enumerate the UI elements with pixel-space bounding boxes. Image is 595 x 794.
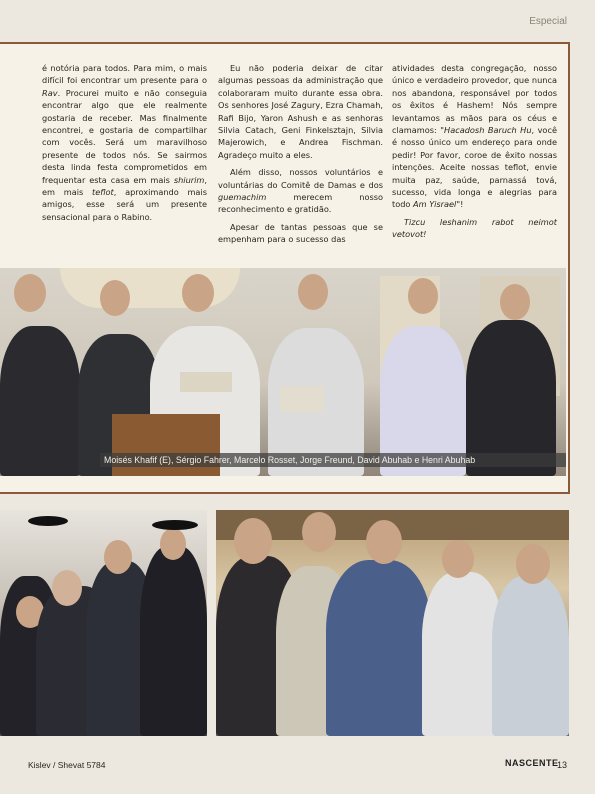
- magazine-logo: NASCENTE: [505, 758, 559, 768]
- italic-text: Tizcu leshanim rabot neimot vetovot!: [392, 216, 557, 240]
- paragraph: [42, 62, 207, 223]
- text-run: Além disso, nossos voluntários e voluntárias do Comitê de Damas e dos: [218, 167, 383, 190]
- paragraph: [218, 166, 383, 216]
- text-run: atividades desta congregação, nosso único e verdadeiro provedor, que nunca nos abandona, responsável por todos os êxitos é Hashem! Nós sempre levantamos as mãos para os céus e clamamos: ": [392, 63, 557, 136]
- text-run: , aproximando mais amigos, esse será um presente sensacional para o Rabino.: [42, 187, 207, 222]
- italic-text: Rav: [42, 87, 58, 98]
- paragraph: [392, 216, 557, 241]
- text-run: . Procurei muito e não conseguia encontrar algo que ele realmente gostaria de receber. Mas finalmente encontrei, e gostaria de compartilhar com vocês. Será um maravilhoso presente de todos nós. Se sairmos desta linda festa comprometidos em frequentar esta casa em mais: [42, 87, 207, 185]
- ceremony-photo: [0, 268, 566, 476]
- rabbi-greeting-photo: [0, 510, 207, 736]
- issue-date: Kislev / Shevat 5784: [28, 760, 106, 770]
- paragraph: [392, 62, 557, 211]
- text-run: é notória para todos. Para mim, o mais difícil foi encontrar um presente para o: [42, 63, 207, 86]
- italic-text: teflot: [91, 187, 114, 198]
- italic-text: Hacadosh Baruch Hu: [444, 125, 532, 136]
- page-number: 13: [557, 760, 568, 770]
- italic-text: guemachim: [218, 192, 267, 203]
- text-run: Eu não poderia deixar de citar algumas pessoas da administração que colaboraram muito durante essa obra. Os senhores José Zagury, Ezra Chamah, Rafi Bijo, Yaron Ashush e as senhoras Silvia Catach, Geni Finkelsztajn, Silvia Majerowich, e Andrea Fischman. Agradeço muito a eles.: [218, 63, 383, 160]
- text-run: , você é nosso único um endereço para onde pedir! Por favor, coroe de êxito nossas intenções. Aceite nossas teflot, envie muita paz, saúde, parnassá tová, sucesso, vida longa e alegrias para todo: [392, 125, 557, 210]
- text-run: merecem nosso reconhecimento e gratidão.: [218, 192, 383, 215]
- section-label: Especial: [529, 16, 567, 27]
- italic-text: Am Yisrael: [413, 199, 457, 210]
- text-run: , em mais: [42, 174, 207, 198]
- group-photo: [216, 510, 569, 736]
- text-run: Apesar de tantas pessoas que se empenham para o sucesso das: [218, 221, 383, 245]
- text-run: "!: [456, 199, 464, 210]
- text-column-2: [218, 62, 383, 251]
- photo-caption: Moisés Khafif (E), Sérgio Fahrer, Marcelo Rosset, Jorge Freund, David Abuhab e Henri Abuhab: [100, 453, 566, 467]
- text-column-1: [42, 62, 207, 228]
- paragraph: [218, 62, 383, 161]
- text-column-3: [392, 62, 557, 246]
- paragraph: [218, 221, 383, 246]
- italic-text: shiurim: [173, 174, 205, 185]
